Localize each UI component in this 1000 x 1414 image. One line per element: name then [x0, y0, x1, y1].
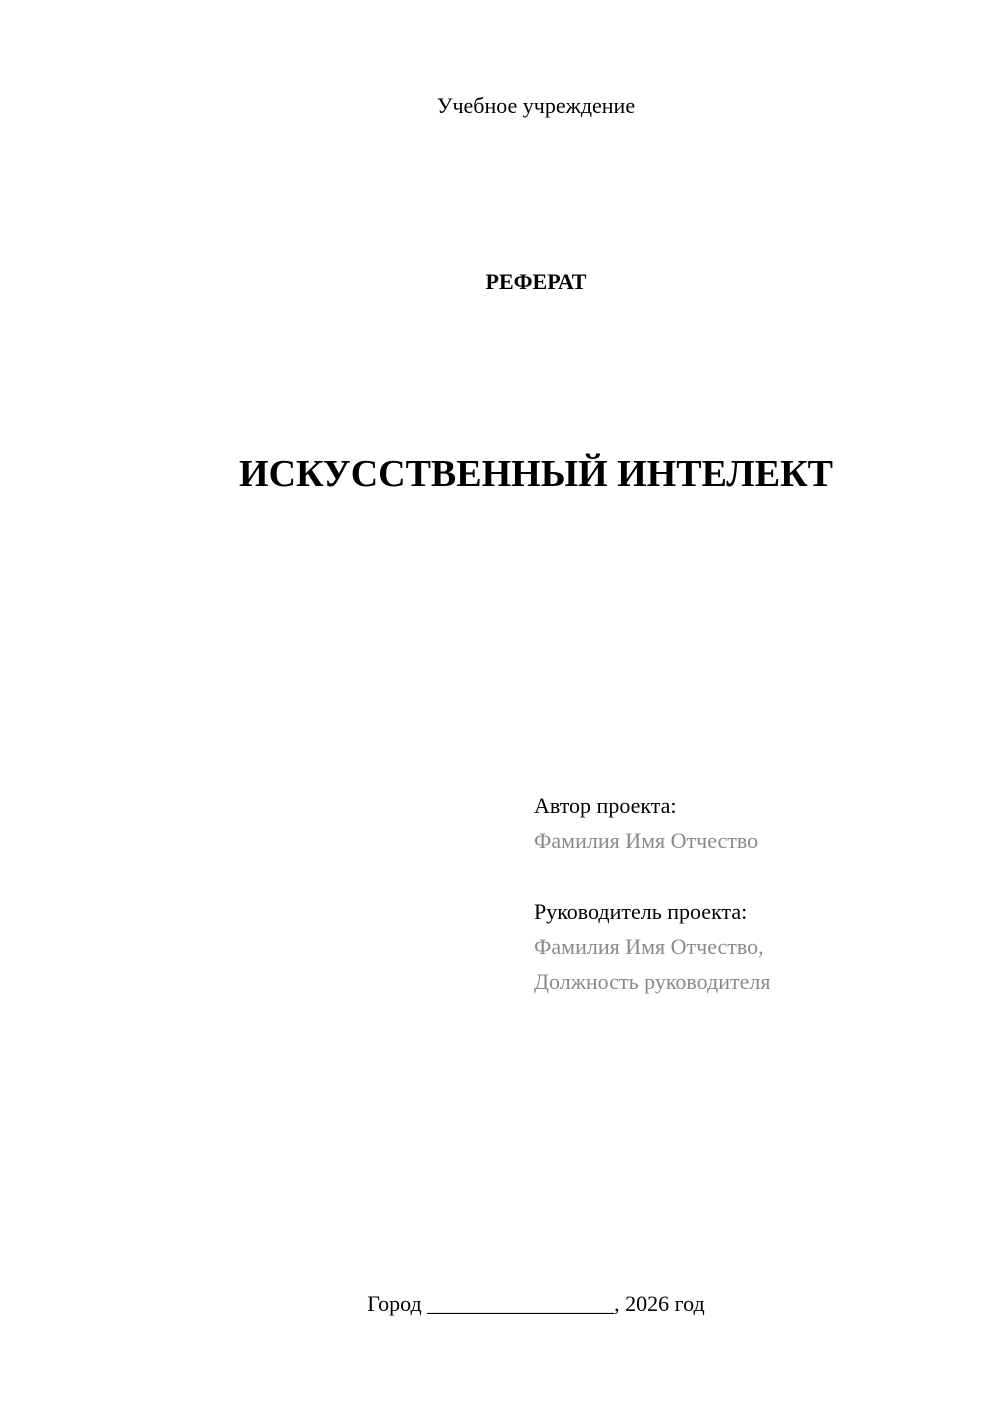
institution-name: Учебное учреждение [436, 93, 636, 118]
author-name: Фамилия Имя Отчество [534, 828, 759, 853]
supervisor-position: Должность руководителя [534, 969, 771, 994]
author-label: Автор проекта: [534, 793, 677, 818]
city-year-line: Город _________________, 2026 год [367, 1291, 705, 1316]
credits-spacer [534, 858, 974, 894]
document-type: РЕФЕРАТ [485, 269, 587, 294]
supervisor-name: Фамилия Имя Отчество, [534, 934, 764, 959]
supervisor-label: Руководитель проекта: [534, 899, 748, 924]
document-title: ИСКУССТВЕННЫЙ ИНТЕЛЕКТ [239, 453, 833, 495]
credits-block [534, 788, 974, 999]
